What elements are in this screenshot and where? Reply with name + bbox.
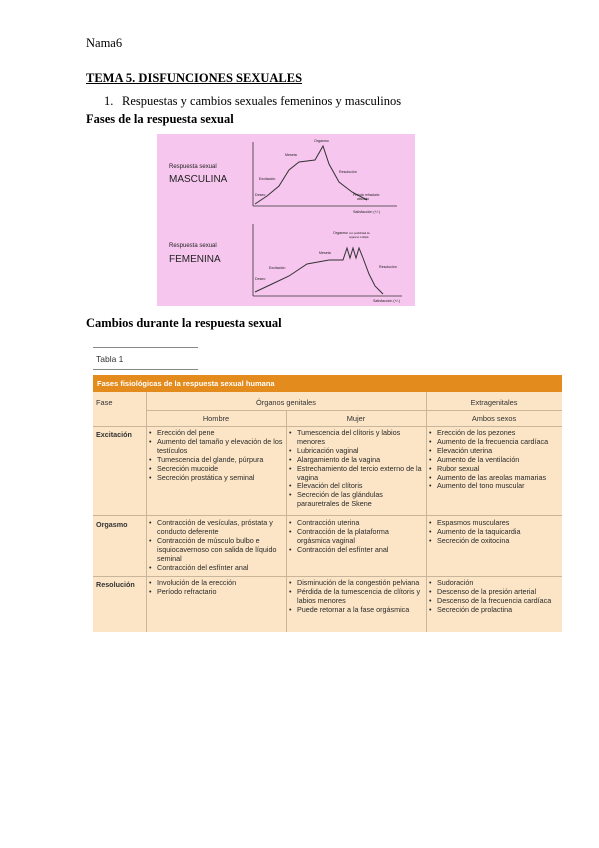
list-item: • Puede retornar a la fase orgásmica	[289, 606, 423, 615]
table-title-rule-top	[93, 347, 198, 348]
vline-3	[426, 392, 427, 632]
male-phase-deseo: Deseo	[255, 193, 266, 197]
list-item: • Erección del pene	[149, 429, 283, 438]
list-item: • Lubricación vaginal	[289, 447, 423, 456]
cell-resolucion-ambos	[429, 579, 561, 615]
row-fase-resolucion: Resolución	[96, 580, 135, 589]
row-fase-orgasmo: Orgasmo	[96, 520, 128, 529]
section-heading-phases: Fases de la respuesta sexual	[86, 112, 234, 126]
cell-orgasmo-hombre	[149, 519, 283, 572]
female-phase-deseo: Deseo	[255, 277, 266, 281]
list-item: • Tumescencia del glande, púrpura	[149, 456, 283, 465]
header-divider	[146, 410, 562, 411]
list-item: • Secreción mucoide	[149, 465, 283, 474]
row-divider-1	[93, 515, 562, 516]
female-phase-excitacion: Excitación	[269, 266, 286, 270]
list-item: • Espasmos musculares	[429, 519, 561, 528]
list-item: • Contracción de vesículas, próstata y conducto deferente	[149, 519, 283, 537]
list-item: • Disminución de la congestión pelviana	[289, 579, 423, 588]
list-item: • Erección de los pezones	[429, 429, 561, 438]
male-phase-periodo-2: absoluto	[357, 197, 370, 201]
subheader-divider	[93, 426, 562, 427]
list-item: Respuestas y cambios sexuales femeninos y masculinos	[122, 94, 402, 108]
phases-table	[93, 347, 562, 632]
cell-excitacion-mujer	[289, 429, 423, 509]
cell-orgasmo-mujer	[289, 519, 423, 555]
list-item: • Aumento de la ventilación	[429, 456, 561, 465]
list-item: • Elevación uterina	[429, 447, 561, 456]
list-item: • Contracción de músculo bulbo e isquiocavernoso con salida de líquido seminal	[149, 537, 283, 564]
list-item: • Alargamiento de la vagina	[289, 456, 423, 465]
list-item: • Descenso de la presión arterial	[429, 588, 561, 597]
cell-excitacion-hombre	[149, 429, 283, 482]
row-fase-excitacion: Excitación	[96, 430, 132, 439]
cell-excitacion-ambos	[429, 429, 561, 491]
list-item: • Aumento del tono muscular	[429, 482, 561, 491]
list-item: • Contracción uterina	[289, 519, 423, 528]
cell-resolucion-hombre	[149, 579, 283, 597]
list-item: • Elevación del clítoris	[289, 482, 423, 491]
female-phase-meseta: Meseta	[319, 251, 331, 255]
sexual-response-figure	[157, 134, 415, 306]
list-item: • Secreción de las glándulas parauretrales de Skene	[289, 491, 423, 509]
list-item: • Contracción del esfínter anal	[289, 546, 423, 555]
author-name: Nama6	[86, 36, 123, 50]
female-label-big: FEMENINA	[169, 254, 221, 265]
male-phase-meseta: Meseta	[285, 153, 297, 157]
list-item: • Secreción prostática y seminal	[149, 474, 283, 483]
table-label: Tabla 1	[96, 354, 124, 364]
male-label-big: MASCULINA	[169, 174, 228, 185]
male-curve	[255, 146, 370, 204]
table-title-rule-bottom	[93, 369, 198, 370]
vline-2	[286, 410, 287, 632]
col-fase: Fase	[96, 398, 113, 407]
table-header	[93, 375, 562, 392]
female-label-small: Respuesta sexual	[169, 243, 217, 249]
male-phase-periodo-1: Período refractario	[353, 193, 380, 197]
male-axis-label: Satisfacción (+/-)	[353, 210, 381, 214]
female-orgasmo-note-2: orgasmo múltiple	[349, 236, 369, 239]
list-item: • Pérdida de la tumescencia de clítoris y labios menores	[289, 588, 423, 606]
list-item: • Contracción del esfínter anal	[149, 564, 283, 573]
list-item: • Estrechamiento del tercio externo de la vagina	[289, 465, 423, 483]
table-body	[93, 392, 562, 632]
cell-resolucion-mujer	[289, 579, 423, 615]
female-phase-orgasmo: Orgasmo	[333, 231, 348, 235]
cell-orgasmo-ambos	[429, 519, 561, 546]
col-extragenitales: Extragenitales	[470, 398, 518, 407]
list-item: • Aumento de la taquicardia	[429, 528, 561, 537]
female-orgasmo-note-1: con posibilidad de	[349, 232, 370, 235]
list-item: • Sudoración	[429, 579, 561, 588]
topic-title: TEMA 5. DISFUNCIONES SEXUALES	[86, 71, 303, 85]
sub-hombre: Hombre	[202, 414, 230, 423]
list-item: • Descenso de la frecuencia cardíaca	[429, 597, 561, 606]
list-item: • Contracción de la plataforma orgásmica vaginal	[289, 528, 423, 546]
male-phase-resolucion: Resolución	[339, 170, 357, 174]
male-label-small: Respuesta sexual	[169, 164, 217, 170]
list-item: • Rubor sexual	[429, 465, 561, 474]
female-axis-label: Satisfacción (+/-)	[373, 299, 401, 303]
row-divider-2	[93, 576, 562, 577]
list-item: • Involución de la erección	[149, 579, 283, 588]
male-phase-excitacion: Excitación	[259, 177, 276, 181]
col-genitales: Órganos genitales	[256, 398, 316, 407]
sub-ambos: Ambos sexos	[471, 414, 517, 423]
sub-mujer: Mujer	[346, 414, 366, 423]
response-curves	[157, 134, 415, 306]
list-item: • Aumento de las areolas mamarias	[429, 474, 561, 483]
list-item: • Aumento de la frecuencia cardíaca	[429, 438, 561, 447]
list-item: • Aumento del tamaño y elevación de los testículos	[149, 438, 283, 456]
list-item: • Secreción de oxitocina	[429, 537, 561, 546]
female-phase-resolucion: Resolución	[379, 265, 397, 269]
male-phase-orgasmo: Orgasmo	[314, 139, 329, 143]
vline-1	[146, 392, 147, 632]
section-heading-changes: Cambios durante la respuesta sexual	[86, 316, 282, 330]
list-item: • Secreción de prolactina	[429, 606, 561, 615]
list-item: • Período refractario	[149, 588, 283, 597]
list-item: • Tumescencia del clítoris y labios menores	[289, 429, 423, 447]
list-number: 1.	[104, 94, 114, 108]
table-header-text: Fases fisiológicas de la respuesta sexual humana	[97, 379, 275, 388]
